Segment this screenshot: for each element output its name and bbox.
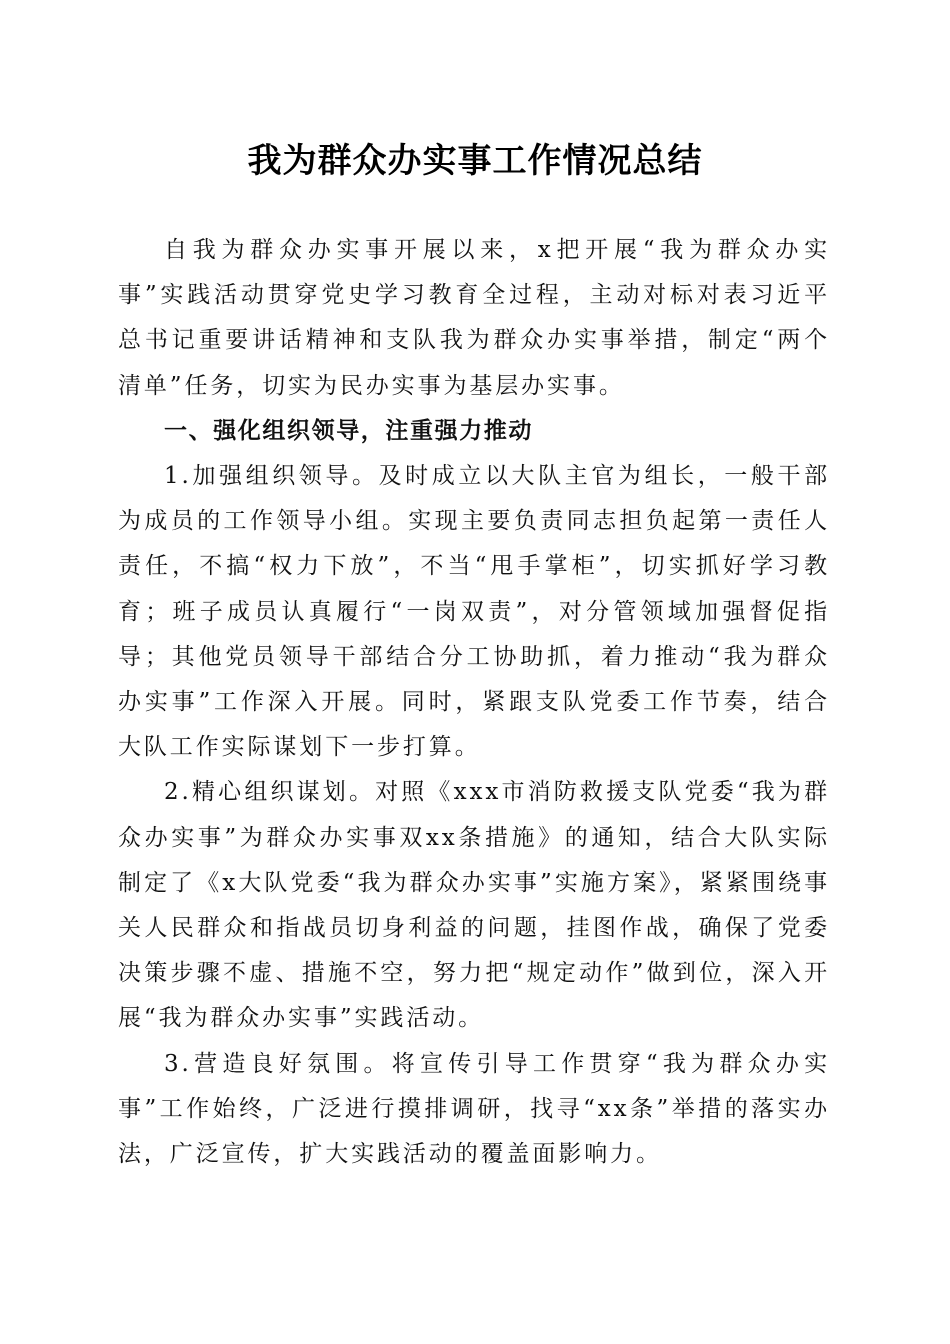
section-heading: 一、强化组织领导，注重强力推动	[164, 417, 533, 444]
document-body	[118, 228, 830, 1177]
section-item-2: 2.精心组织谋划。对照《xxx市消防救援支队党委“我为群众办实事”为群众办实事双xx条措施》的通知，结合大队实际制定了《x大队党委“我为群众办实事”实施方案》，紧紧围绕事关人民群众和指战员切身利益的问题，挂图作战，确保了党委决策步骤不虚、措施不空，努力把“规定动作”做到位，深入开展“我为群众办实事”实践活动。	[118, 779, 830, 1032]
document-title: 我为群众办实事工作情况总结	[247, 141, 703, 181]
intro-paragraph: 自我为群众办实事开展以来，x把开展“我为群众办实事”实践活动贯穿党史学习教育全过程，主动对标对表习近平总书记重要讲话精神和支队我为群众办实事举措，制定“两个清单”任务，切实为民办实事为基层办实事。	[118, 237, 830, 399]
section-item-1: 1.加强组织领导。及时成立以大队主官为组长，一般干部为成员的工作领导小组。实现主要负责同志担负起第一责任人责任，不搞“权力下放”，不当“甩手掌柜”，切实抓好学习教育；班子成员认真履行“一岗双责”，对分管领域加强督促指导；其他党员领导干部结合分工协助抓，着力推动“我为群众办实事”工作深入开展。同时，紧跟支队党委工作节奏，结合大队工作实际谋划下一步打算。	[118, 463, 830, 761]
section-item-3: 3.营造良好氛围。将宣传引导工作贯穿“我为群众办实事”工作始终，广泛进行摸排调研，找寻“xx条”举措的落实办法，广泛宣传，扩大实践活动的覆盖面影响力。	[118, 1050, 830, 1168]
